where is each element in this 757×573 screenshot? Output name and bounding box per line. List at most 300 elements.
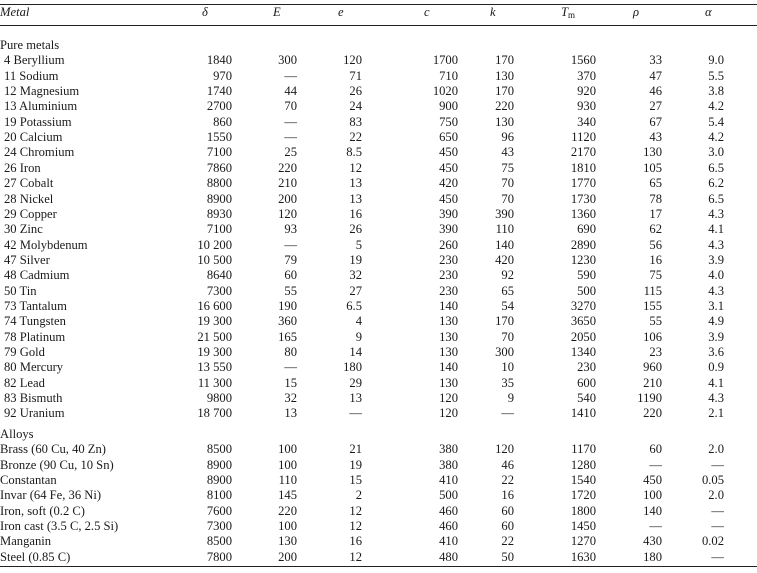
cell-delta: 8930 (206, 206, 232, 221)
cell-delta: 860 (213, 114, 232, 129)
cell-k: 390 (495, 206, 514, 221)
cell-c: 450 (439, 191, 458, 206)
cell-delta: 1840 (206, 53, 232, 68)
table-row (0, 268, 757, 283)
cell-c: 130 (439, 375, 458, 390)
cell-rho: 67 (649, 114, 662, 129)
cell-tm: 1280 (570, 457, 596, 472)
cell-c: 390 (439, 222, 458, 237)
metal-name: 28 Nickel (4, 191, 54, 206)
cell-k: — (501, 406, 514, 421)
cell-e: 13 (349, 391, 362, 406)
cell-e: 27 (349, 283, 362, 298)
metal-name: 74 Tungsten (4, 314, 66, 329)
cell-alpha: 0.05 (701, 473, 724, 488)
cell-k: 22 (501, 473, 514, 488)
cell-tm: 340 (577, 114, 596, 129)
cell-e: 13 (349, 176, 362, 191)
table-row (0, 222, 757, 237)
cell-E: 300 (278, 53, 297, 68)
header-alpha: α (705, 5, 712, 19)
table-row (0, 534, 757, 549)
cell-tm: 1730 (570, 191, 596, 206)
table-row (0, 238, 757, 253)
cell-rho: 180 (643, 549, 662, 564)
cell-alpha: 4.3 (708, 206, 724, 221)
cell-E: 120 (278, 206, 297, 221)
cell-rho: — (649, 519, 662, 534)
cell-e: 22 (349, 130, 362, 145)
cell-E: 60 (284, 268, 297, 283)
cell-E: 79 (284, 252, 297, 267)
cell-c: 1020 (432, 84, 458, 99)
header-delta: δ (202, 5, 208, 19)
cell-delta: 8100 (206, 488, 232, 503)
cell-c: 260 (439, 237, 458, 252)
cell-tm: 1410 (570, 406, 596, 421)
cell-E: — (284, 114, 297, 129)
metal-name: 42 Molybdenum (4, 237, 88, 252)
cell-tm: 1360 (570, 206, 596, 221)
cell-tm: 2890 (570, 237, 596, 252)
cell-tm: 1720 (570, 488, 596, 503)
cell-delta: 7800 (206, 549, 232, 564)
cell-alpha: 0.02 (701, 534, 724, 549)
cell-tm: 600 (577, 375, 596, 390)
cell-delta: 10 200 (197, 237, 232, 252)
cell-c: 140 (439, 298, 458, 313)
cell-rho: 155 (643, 298, 662, 313)
table-row (0, 488, 757, 503)
cell-alpha: 3.8 (708, 84, 724, 99)
cell-k: 10 (501, 360, 514, 375)
cell-tm: 1560 (570, 53, 596, 68)
cell-k: 96 (501, 130, 514, 145)
cell-rho: — (649, 457, 662, 472)
cell-tm: 1630 (570, 549, 596, 564)
cell-delta: 7100 (206, 222, 232, 237)
cell-alpha: 3.1 (708, 298, 724, 313)
cell-alpha: 4.0 (708, 268, 724, 283)
metal-name: 13 Aluminium (4, 99, 78, 114)
cell-alpha: — (711, 503, 724, 518)
cell-e: 120 (343, 53, 362, 68)
table-row (0, 284, 757, 299)
cell-rho: 75 (649, 268, 662, 283)
cell-E: 55 (284, 283, 297, 298)
cell-delta: 7300 (206, 283, 232, 298)
cell-rho: 47 (649, 68, 662, 83)
table-row (0, 314, 757, 329)
cell-c: 380 (439, 457, 458, 472)
cell-tm: 370 (577, 68, 596, 83)
cell-c: 710 (439, 68, 458, 83)
metal-name: Bronze (90 Cu, 10 Sn) (0, 457, 114, 472)
cell-tm: 590 (577, 268, 596, 283)
header-metal: Metal (0, 5, 30, 19)
metal-name: 79 Gold (4, 345, 45, 359)
cell-rho: 62 (649, 222, 662, 237)
metal-name: 11 Sodium (4, 68, 59, 83)
cell-c: 460 (439, 519, 458, 534)
cell-delta: 7600 (206, 503, 232, 518)
cell-tm: 230 (577, 360, 596, 375)
cell-rho: 43 (649, 130, 662, 145)
cell-delta: 1740 (206, 84, 232, 99)
cell-E: 200 (278, 191, 297, 206)
table-row (0, 192, 757, 207)
cell-c: 480 (439, 549, 458, 564)
cell-rho: 430 (643, 534, 662, 549)
cell-tm: 1230 (570, 252, 596, 267)
cell-k: 43 (501, 145, 514, 160)
cell-rho: 23 (649, 345, 662, 359)
table-row (0, 442, 757, 457)
metal-name: 20 Calcium (4, 130, 63, 145)
metal-name: 29 Copper (4, 206, 57, 221)
cell-e: 26 (349, 222, 362, 237)
cell-E: 44 (284, 84, 297, 99)
table-row (0, 458, 757, 473)
cell-k: 130 (495, 114, 514, 129)
cell-k: 60 (501, 503, 514, 518)
cell-tm: 1800 (570, 503, 596, 518)
cell-e: 29 (349, 375, 362, 390)
cell-delta: 8500 (206, 534, 232, 549)
cell-delta: 10 500 (197, 252, 232, 267)
cell-c: 450 (439, 145, 458, 160)
cell-delta: 7300 (206, 519, 232, 534)
table-row (0, 473, 757, 488)
cell-k: 22 (501, 534, 514, 549)
cell-delta: 19 300 (197, 314, 232, 329)
cell-alpha: 4.3 (708, 283, 724, 298)
cell-c: 120 (439, 406, 458, 421)
cell-e: 2 (355, 488, 362, 503)
cell-c: 450 (439, 160, 458, 175)
table-row (0, 115, 757, 130)
cell-e: 19 (349, 457, 362, 472)
cell-tm: 3270 (570, 298, 596, 313)
header-c: c (424, 5, 430, 19)
cell-e: 8.5 (346, 145, 362, 160)
table-row (0, 299, 757, 314)
cell-rho: 450 (643, 473, 662, 488)
cell-k: 65 (501, 283, 514, 298)
cell-delta: 21 500 (197, 329, 232, 344)
cell-E: — (284, 130, 297, 145)
cell-rho: 960 (643, 360, 662, 375)
cell-tm: 3650 (570, 314, 596, 329)
metal-name: 27 Cobalt (4, 176, 54, 191)
cell-e: 14 (349, 345, 362, 359)
cell-alpha: 6.5 (708, 160, 724, 175)
cell-k: 170 (495, 314, 514, 329)
cell-e: 19 (349, 252, 362, 267)
cell-e: 12 (349, 519, 362, 534)
cell-E: 210 (278, 176, 297, 191)
cell-E: 100 (278, 519, 297, 534)
cell-alpha: 3.9 (708, 252, 724, 267)
table-row (0, 519, 757, 534)
cell-E: 200 (278, 549, 297, 564)
cell-c: 120 (439, 391, 458, 406)
cell-c: 230 (439, 283, 458, 298)
cell-tm: 2170 (570, 145, 596, 160)
cell-e: 16 (349, 206, 362, 221)
cell-e: 6.5 (346, 298, 362, 313)
cell-delta: 7860 (206, 160, 232, 175)
metal-name: 26 Iron (4, 160, 41, 175)
section-title-text: Alloys (0, 427, 34, 441)
cell-alpha: 3.6 (708, 345, 724, 359)
cell-rho: 56 (649, 237, 662, 252)
cell-alpha: 4.3 (708, 237, 724, 252)
bottom-rule (0, 566, 757, 567)
cell-E: — (284, 360, 297, 375)
metal-name: Invar (64 Fe, 36 Ni) (0, 488, 102, 503)
cell-c: 230 (439, 252, 458, 267)
cell-e: 12 (349, 503, 362, 518)
header-k: k (490, 5, 496, 19)
cell-k: 170 (495, 84, 514, 99)
cell-k: 120 (495, 442, 514, 457)
cell-alpha: — (711, 519, 724, 534)
cell-delta: 8640 (206, 268, 232, 283)
cell-tm: 1120 (571, 130, 596, 145)
cell-tm: 1810 (570, 160, 596, 175)
table-row (0, 161, 757, 176)
cell-k: 110 (495, 222, 514, 237)
cell-E: 220 (278, 503, 297, 518)
cell-rho: 220 (643, 406, 662, 421)
cell-alpha: — (711, 457, 724, 472)
cell-e: 12 (349, 549, 362, 564)
metal-name: 50 Tin (4, 283, 37, 298)
table-row (0, 145, 757, 160)
cell-tm: 1340 (570, 345, 596, 359)
cell-tm: 1270 (570, 534, 596, 549)
table-row (0, 99, 757, 114)
cell-tm: 690 (577, 222, 596, 237)
metal-name: 48 Cadmium (4, 268, 70, 283)
cell-k: 35 (501, 375, 514, 390)
cell-rho: 78 (649, 191, 662, 206)
cell-c: 420 (439, 176, 458, 191)
table-row (0, 330, 757, 345)
header-e: e (338, 5, 344, 19)
cell-rho: 27 (649, 99, 662, 114)
cell-alpha: 6.5 (708, 191, 724, 206)
cell-rho: 140 (643, 503, 662, 518)
table-row (0, 504, 757, 519)
cell-k: 70 (501, 176, 514, 191)
table-row (0, 207, 757, 222)
metal-name: Iron, soft (0.2 C) (0, 503, 85, 518)
metal-name: Constantan (0, 473, 57, 488)
cell-e: 12 (349, 160, 362, 175)
cell-k: 92 (501, 268, 514, 283)
cell-alpha: 4.2 (708, 99, 724, 114)
cell-k: 170 (495, 53, 514, 68)
cell-k: 220 (495, 99, 514, 114)
table-row (0, 391, 757, 406)
cell-rho: 130 (643, 145, 662, 160)
cell-rho: 65 (649, 176, 662, 191)
cell-alpha: 9.0 (708, 53, 724, 68)
metal-name: 4 Beryllium (4, 53, 65, 68)
table-row (0, 253, 757, 268)
cell-k: 70 (501, 329, 514, 344)
cell-delta: 18 700 (197, 406, 232, 421)
cell-rho: 46 (649, 84, 662, 99)
cell-alpha: 3.0 (708, 145, 724, 160)
cell-rho: 105 (643, 160, 662, 175)
table-row (0, 360, 757, 375)
metal-name: 47 Silver (4, 252, 50, 267)
header-rho: ρ (633, 5, 640, 19)
cell-k: 70 (501, 191, 514, 206)
section-title-text: Pure metals (0, 38, 60, 52)
cell-k: 75 (501, 160, 514, 175)
table-row (0, 69, 757, 84)
metal-name: Steel (0.85 C) (0, 549, 71, 564)
cell-e: 180 (343, 360, 362, 375)
cell-alpha: — (711, 549, 724, 564)
cell-delta: 8500 (206, 442, 232, 457)
cell-alpha: 2.0 (708, 488, 724, 503)
cell-k: 420 (495, 252, 514, 267)
cell-tm: 500 (577, 283, 596, 298)
cell-k: 54 (501, 298, 514, 313)
metal-name: 82 Lead (4, 375, 45, 390)
header-tm-base: T (561, 5, 569, 19)
metal-name: 19 Potassium (4, 114, 72, 129)
cell-E: 93 (284, 222, 297, 237)
cell-rho: 115 (643, 283, 662, 298)
cell-tm: 540 (577, 391, 596, 406)
header-row (0, 5, 757, 20)
cell-E: 32 (284, 391, 297, 406)
cell-alpha: 4.2 (708, 130, 724, 145)
cell-delta: 8900 (206, 457, 232, 472)
cell-rho: 16 (649, 252, 662, 267)
cell-c: 130 (439, 345, 458, 359)
cell-tm: 1540 (570, 473, 596, 488)
cell-delta: 970 (213, 68, 232, 83)
cell-alpha: 3.9 (708, 329, 724, 344)
cell-c: 750 (439, 114, 458, 129)
cell-delta: 9800 (206, 391, 232, 406)
cell-rho: 100 (643, 488, 662, 503)
cell-c: 650 (439, 130, 458, 145)
cell-tm: 1770 (570, 176, 596, 191)
cell-E: — (284, 68, 297, 83)
cell-e: 5 (355, 237, 362, 252)
cell-tm: 1170 (571, 442, 596, 457)
cell-E: 100 (278, 442, 297, 457)
cell-delta: 16 600 (197, 298, 232, 313)
cell-alpha: 4.1 (708, 222, 724, 237)
cell-k: 9 (507, 391, 514, 406)
cell-delta: 8900 (206, 191, 232, 206)
cell-e: 71 (349, 68, 362, 83)
cell-c: 500 (439, 488, 458, 503)
header-tm (561, 5, 575, 20)
cell-E: 220 (278, 160, 297, 175)
cell-E: 15 (284, 375, 297, 390)
metal-name: 92 Uranium (4, 406, 65, 421)
cell-c: 460 (439, 503, 458, 518)
cell-c: 130 (439, 329, 458, 344)
cell-alpha: 4.1 (708, 375, 724, 390)
cell-E: 70 (284, 99, 297, 114)
cell-c: 140 (439, 360, 458, 375)
table-row (0, 550, 757, 565)
cell-delta: 2700 (206, 99, 232, 114)
table-row (0, 376, 757, 391)
cell-k: 130 (495, 68, 514, 83)
cell-tm: 930 (577, 99, 596, 114)
cell-c: 410 (439, 473, 458, 488)
cell-rho: 210 (643, 375, 662, 390)
cell-delta: 8900 (206, 473, 232, 488)
cell-tm: 2050 (570, 329, 596, 344)
cell-delta: 19 300 (197, 345, 232, 359)
cell-k: 60 (501, 519, 514, 534)
cell-k: 50 (501, 549, 514, 564)
cell-rho: 17 (649, 206, 662, 221)
metal-name: Brass (60 Cu, 40 Zn) (0, 442, 106, 457)
cell-e: 26 (349, 84, 362, 99)
metal-name: Iron cast (3.5 C, 2.5 Si) (0, 519, 119, 534)
cell-delta: 1550 (206, 130, 232, 145)
cell-c: 900 (439, 99, 458, 114)
header-tm-sub: m (568, 10, 576, 20)
cell-delta: 11 300 (197, 375, 232, 390)
cell-c: 230 (439, 268, 458, 283)
cell-e: 32 (349, 268, 362, 283)
header-rule (0, 25, 757, 26)
cell-alpha: 2.1 (708, 406, 724, 421)
metal-name: Manganin (0, 534, 52, 549)
cell-alpha: 6.2 (708, 176, 724, 191)
cell-alpha: 4.3 (708, 391, 724, 406)
table-row (0, 176, 757, 191)
metal-name: 30 Zinc (4, 222, 43, 237)
cell-alpha: 2.0 (708, 442, 724, 457)
metal-name: 73 Tantalum (4, 298, 67, 313)
cell-alpha: 0.9 (708, 360, 724, 375)
cell-e: 4 (355, 314, 362, 329)
metal-name: 83 Bismuth (4, 391, 63, 406)
cell-c: 380 (439, 442, 458, 457)
table-row (0, 345, 757, 360)
cell-e: 15 (349, 473, 362, 488)
cell-E: 13 (284, 406, 297, 421)
metal-name: 78 Platinum (4, 329, 66, 344)
cell-E: 360 (278, 314, 297, 329)
cell-rho: 55 (649, 314, 662, 329)
cell-k: 46 (501, 457, 514, 472)
table-row (0, 406, 757, 421)
cell-e: 13 (349, 191, 362, 206)
cell-rho: 33 (649, 53, 662, 68)
cell-delta: 7100 (206, 145, 232, 160)
cell-E: 80 (284, 345, 297, 359)
metal-name: 12 Magnesium (4, 84, 80, 99)
cell-delta: 13 550 (197, 360, 232, 375)
